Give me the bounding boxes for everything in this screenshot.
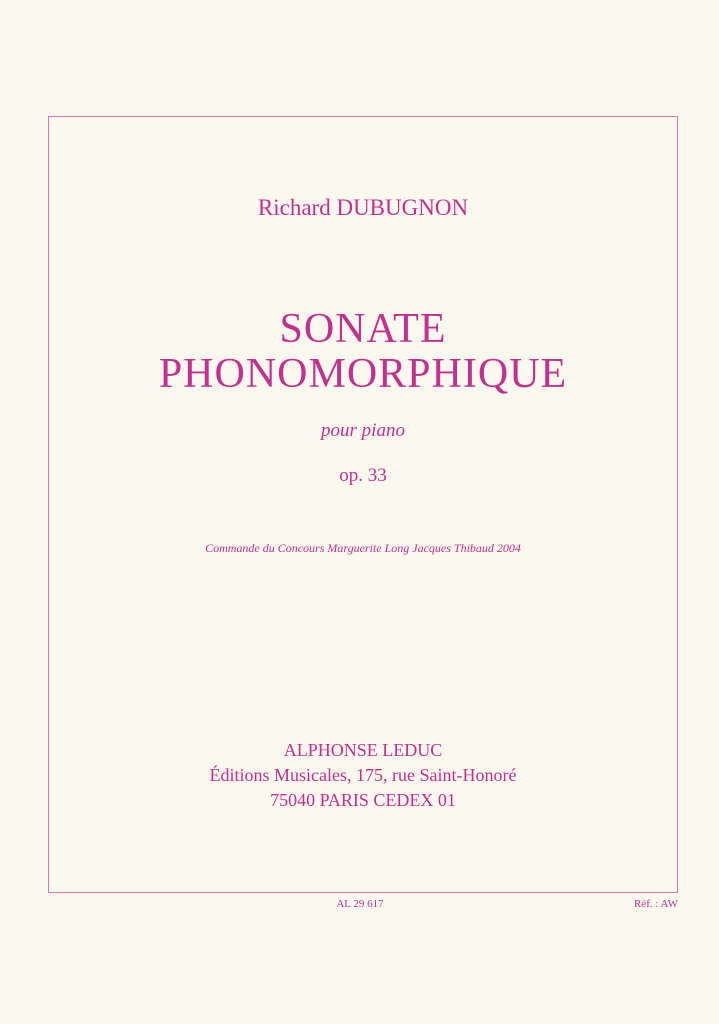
reference-code: Réf. : AW [633,898,678,910]
title-line-1: SONATE [279,306,447,352]
instrumentation: pour piano [321,420,405,441]
publisher-address: Éditions Musicales, 175, rue Saint-Honoré [209,765,517,785]
title-line-2: PHONOMORPHIQUE [158,351,568,397]
publisher-city: 75040 PARIS CEDEX 01 [270,790,456,810]
publisher-name: ALPHONSE LEDUC [283,740,443,760]
commission-note: Commande du Concours Marguerite Long Jacques Thibaud 2004 [205,541,521,555]
opus-number: op. 33 [339,465,387,486]
composer-name: Richard DUBUGNON [257,195,469,220]
catalog-number: AL 29 617 [336,898,384,910]
